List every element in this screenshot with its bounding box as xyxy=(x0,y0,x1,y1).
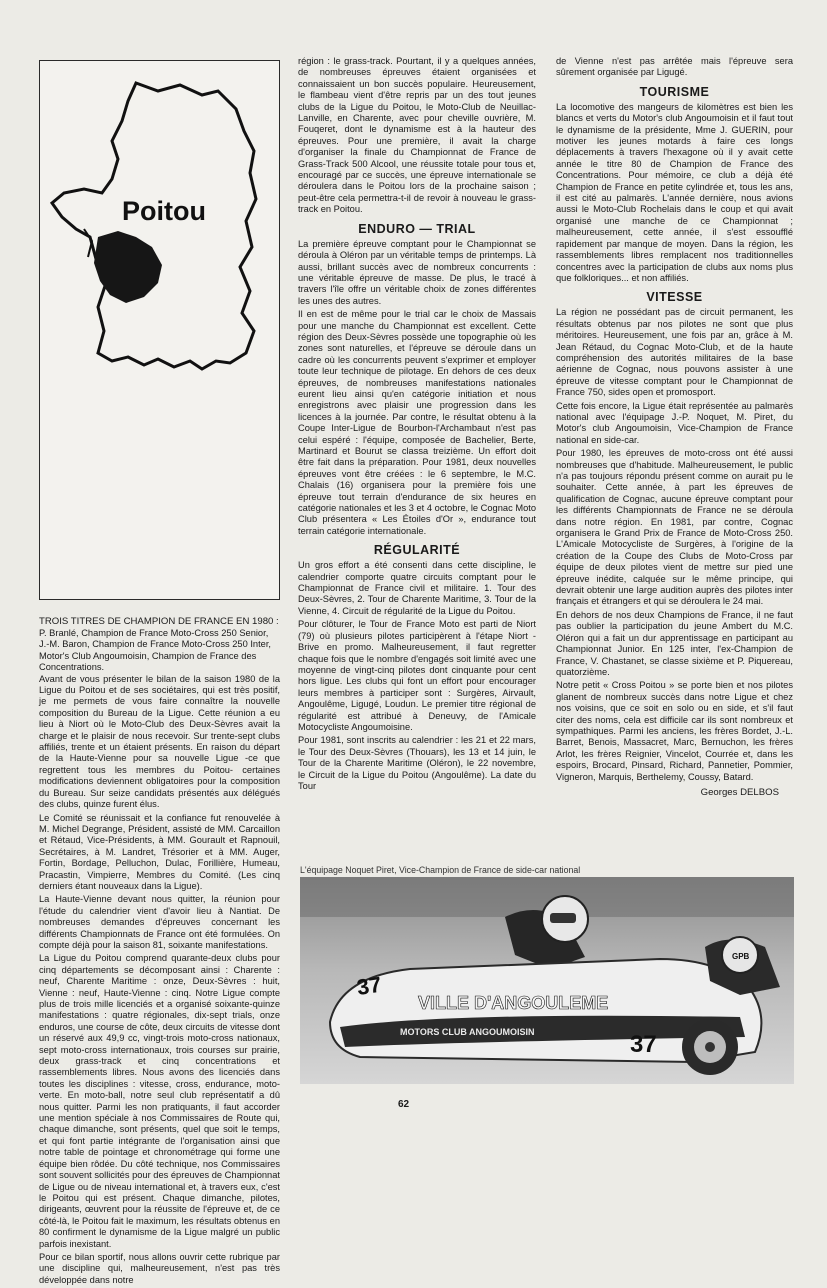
column-3 xyxy=(556,56,793,798)
helmet-text: GPB xyxy=(732,952,750,961)
paragraph: Pour ce bilan sportif, nous allons ouvrir cette rubrique par une discipline qui, malheureusement, n'est pas très développée dans notre xyxy=(39,1251,280,1285)
paragraph: Pour clôturer, le Tour de France Moto est parti de Niort (79) où plusieurs pilotes participèrent à l'étape Niort - Brive en promo. Malheureusement, il faut regretter chaque fois que le nombre d'engagés soit limité avec une moyenne de vingt-cinq pilotes dont cinquante pour cent hors ligue. Les clubs qui font un effort pour encourager leurs membres à participer sont : Surgères, Airvault, Angoulême, Ligugé, Loudun. Le premier titre régional de régularité est attribué à Deneuvy, de l'Amicale Motocycliste Angoumoisine. xyxy=(298,619,536,732)
paragraph: Il en est de même pour le trial car le choix de Massais pour une manche du Championnat est excellent. Cette région des Deux-Sèvres possède une topographie où les zones sont naturelles, et l'épreuve se déroule dans un cadre où les concurrents peuvent s'exprimer et employer toute leur technique de pilotage. En dehors de ces deux épreuves, de nombreuses manifestations nationales eurent lieu ainsi qu'en catégorie initiation et nous enregistrons avec plaisir une progression dans les licences à la journée. Par contre, le résultat obtenu à la Coupe Inter-Ligue de Bourbon-l'Archambaut n'est pas celui espéré : l'équipe, composée de Bachelier, Berte, Martinard et Bourut se classa treizième. Un effort doit être fait dans la préparation. Pour 1981, deux nouvelles épreuves vont être créées : le 6 septembre, le M.C. Chalais (16) organisera pour la première fois une épreuve tout terrain d'endurance de six heures en catégorie nationales et les 3 et 4 octobre, le Cognac Moto Club présentera « Les Étoiles d'Or », endurance tout terrain catégorie internationale. xyxy=(298,309,536,536)
section-heading-regularite: RÉGULARITÉ xyxy=(373,543,461,558)
column-2 xyxy=(298,56,536,794)
paragraph: Un gros effort a été consenti dans cette discipline, le calendrier comporte quatre circuits comptant pour le Championnat de France civil et militaire. 1. Tour des Deux-Sèvres, 2. Tour de Charente Maritime, 3. Tour de la Vienne, 4. Circuit de régularité de la Ligue du Poitou. xyxy=(298,560,536,616)
paragraph: Notre petit « Cross Poitou » se porte bien et nos pilotes glanent de nombreux succès dans notre Ligue et chez nos voisins, que ce soit en solo ou en side, et s'il faut citer des noms, cela est difficile car ils sont nombreux et sympathiques. Parmi les anciens, les frères Bordet, J.-L. Barret, Benois, Massacret, Marc, Bernuchon, les frères Arlot, les frères Reignier, Vincelot, Courrée et, dans les espoirs, Brocard, Pinsard, Richard, Pannetier, Pommier, Vigneron, Marquis, Berthelemy, Coussy, Batard. xyxy=(556,680,793,782)
paragraph: Cette fois encore, la Ligue était représentée au palmarès national avec l'équipage J.-P. Noquet, M. Piret, du Motor's club Angoumoisin, Vice-Champion de France national en side-car. xyxy=(556,400,793,445)
poitou-map-box xyxy=(39,60,280,600)
column-1 xyxy=(39,616,280,1288)
author-signature: Georges DELBOS xyxy=(700,786,779,798)
map-region-label: Poitou xyxy=(118,196,210,226)
france-outline xyxy=(52,83,256,369)
paragraph: de Vienne n'est pas arrêtée mais l'épreuve sera sûrement organisée par Ligugé. xyxy=(556,56,793,78)
sidecar-photo xyxy=(300,877,794,1084)
side-number: 37 xyxy=(355,971,383,1000)
paragraph: La locomotive des mangeurs de kilomètres est bien les blancs et verts du Motor's club Angoumoisin et il faut tout le dynamisme de la présidente, Mme J. GUERIN, pour motiver les jeunes motards à faire ces longs déplacements à travers l'hexagone où il y avait cette année le titre 80 de Champion de France des Concentrations. Pour mémoire, ce club a déjà été Champion de France en petite cylindrée et, tous les ans, il est cité au palmarès. L'année dernière, nous avions aussi le Moto-Club Rochelais dans le coup et qui avait organisé une manche de ce Championnat ; malheureusement, cette année, il s'est essoufflé rapidement par manque de moyen. Dans la région, les rassemblements libres remplacent nos traditionnelles concentres avec la participation de clubs aux noms plus que folkloriques... et non affiliés. xyxy=(556,101,793,283)
paragraph: Pour 1981, sont inscrits au calendrier : les 21 et 22 mars, le Tour des Deux-Sèvres (Thouars), les 13 et 14 juin, le Tour de la Charente Maritime (Oléron), le 22 novembre, le Circuit de la Ligue du Poitou (Angoulême). La date du Tour xyxy=(298,735,536,791)
paragraph: région : le grass-track. Pourtant, il y a quelques années, de nombreuses épreuves étaient organisées et connaissaient un bon succès populaire. Heureusement, le flambeau vient d'être repris par un des tout jeunes clubs de la Ligue du Poitou, le Moto-Club de Neuillac-Lanville, en Charente, avec pour cheville ouvrière, M. Fouqeret, dont le dynamisme est à la hauteur des épreuves. Pour une première, il avait la charge d'organiser la finale du Championnat de France de Grass-Track 500 Alcool, une réussite totale pour tous et, encouragé par ce succès, une épreuve internationale se déroulera dans le Poitou lors de la prochaine saison ; peut-être cela permettra-t-il de revoir à nouveau le grass-track en Poitou. xyxy=(298,56,536,215)
section-heading-vitesse: VITESSE xyxy=(646,290,703,305)
section-heading-tourisme: TOURISME xyxy=(639,84,710,99)
paragraph: La première épreuve comptant pour le Championnat se déroula à Oléron par un véritable temps de printemps. Là aussi, brillant succès avec de nombreux concurrents : une véritable épreuve de masse. De plus, le tracé à travers l'île offre un véritable choix de zones différentes les unes des autres. xyxy=(298,238,536,306)
photo-caption: L'équipage Noquet Piret, Vice-Champion de France de side-car national xyxy=(300,865,581,875)
champions-heading: TROIS TITRES DE CHAMPION DE FRANCE EN 1980 : xyxy=(39,616,279,627)
fairing-text: VILLE D'ANGOULEME xyxy=(418,993,609,1013)
france-map-icon xyxy=(40,61,278,598)
paragraph: Le Comité se réunissait et la confiance fut renouvelée à M. Michel Degrange, Président, assisté de MM. Carcaillon et Rétaud, Vice-Présidents, à MM. Gourault et Rapnouil, Secrétaires, à M. Landret, Trésorier et à MM. Auger, Fortin, Bordage, Pelluchon, Dulac, Forillière, Humeau, Pracastin, Vimpierre, Membres du Comité. (Les cinq derniers étant nouveaux dans la Ligue). xyxy=(39,812,280,891)
club-text: MOTORS CLUB ANGOUMOISIN xyxy=(400,1027,535,1037)
section-heading-enduro: ENDURO — TRIAL xyxy=(358,221,476,236)
paragraph: La région ne possédant pas de circuit permanent, les résultats obtenus par nos pilotes ne sont que plus méritoires. Heureusement, une fois par an, grâce à M. Jean Rétaud, du Cognac Moto-Club, et de la haute compréhension des autorités militaires de la base aérienne de Cognac, nous pouvons assister à une épreuve de vitesse comptant pour le Championnat de France 750, sides open et promosport. xyxy=(556,307,793,398)
side-number-rear: 37 xyxy=(630,1031,657,1058)
paragraph: Avant de vous présenter le bilan de la saison 1980 de la Ligue du Poitou et de ses sociétaires, qui est très positif, je me permets de vous faire connaître la nouvelle composition du Bureau de la Ligue. Cette réunion a eu lieu à Niort où le Moto-Club des Deux-Sèvres avait la charge et le plaisir de nous recevoir. Sur trente-sept clubs affiliés, trente et un étaient présents. En raison du départ de la Haute-Vienne pour sa nouvelle Ligue -ce que regrettent tous les membres du Poitou- certaines modifications deviennent obligatoires pour la composition du Bureau. Sur seize candidats présentés aux délégués des clubs, quinze furent élus. xyxy=(39,673,280,810)
paragraph: La Haute-Vienne devant nous quitter, la réunion pour l'étude du calendrier vient d'avoir lieu à Nantiat. De nombreuses demandes d'épreuves concernant les différents Championnats de France ont été formulées. On compte déjà pour la saison 81, soixante manifestations. xyxy=(39,894,280,950)
paragraph: La Ligue du Poitou comprend quarante-deux clubs pour cinq départements se décomposant ainsi : Charente : neuf, Charente Maritime : onze, Deux-Sèvres : huit, Vienne : neuf, Haute-Vienne : cinq. Notre Ligue compte plus de trois mille licenciés et a organisé soixante-quinze manifestations : quatre régionales, dix-sept trials, onze enduros, une course de côte, deux circuits de vitesse dont un réservé aux 49,9 cc, vingt-trois moto-cross nationaux, sept moto-cross internationaux, trois courses sur prairie, deux grass-track et cinq concentrations et rassemblements libres. Nous avons des licenciés dans toutes les disciplines : vitesse, cross, endurance, moto-verte. En moto-ball, notre seul club représentatif a dû nous quitter. Parmi les non pratiquants, il faut accorder une mention spéciale à nos Commissaires de Route qui, chaque dimanche, sont présents, quel que soit le temps, et qui font partie intégrante de l'organisation ainsi que notre table de pointage et chronométrage qui forme une équipe bien rôdée. Du côté technique, nos Commissaires sont souvent sollicités pour des épreuves de Championnat de Ligue ou de niveau international et, à travers eux, c'est le Poitou qui est présent. Chaque dimanche, pilotes, dirigeants, œuvrent pour la réussite de l'épreuve et, de ce côté-là, le Poitou fait le maximum, les résultats obtenus en 80 confirment le dynamisme de la Ligue malgré un public parfois inexistant. xyxy=(39,953,280,1249)
page-number: 62 xyxy=(398,1099,410,1110)
list-item: J.-M. Baron, Champion de France Moto-Cross 250 Inter, xyxy=(39,639,272,650)
sidecar-image xyxy=(300,877,794,1084)
paragraph: En dehors de nos deux Champions de France, il ne faut pas oublier la participation du jeune Ambert du M.C. Oléron qui a fait un dur apprentissage en participant au Championnat Junior. En 125 inter, l'ex-Champion de France, V. Chastanet, se classe sixième et P. Piquereau, quatorzième. xyxy=(556,609,793,677)
list-item: P. Branlé, Champion de France Moto-Cross 250 Senior, xyxy=(39,628,269,638)
paragraph: Pour 1980, les épreuves de moto-cross ont été aussi nombreuses que d'habitude. Malheureusement, le public n'a pas toujours répondu présent comme on aurait pu le souhaiter. Cette année, à part les épreuves de qualification de Cognac, aucune épreuve comptant pour les différents Championnats de France ne se déroula dans notre région. En 1981, par contre, Cognac organisera le Grand Prix de France de Moto-Cross 250. L'Amicale Motocycliste de Surgères, à l'origine de la création de la Coupe des Clubs de Moto-Cross par équipe de deux pilotes vient de mettre sur pied une épreuve inédite, calquée sur le même principe, qui devrait obtenir une large audition auprès des pilotes inter français et étrangers et qui se déroulera le 24 mai. xyxy=(556,448,793,607)
champions-list xyxy=(39,628,280,674)
list-item: Motor's Club Angoumoisin, Champion de France des Concentrations. xyxy=(39,650,257,673)
